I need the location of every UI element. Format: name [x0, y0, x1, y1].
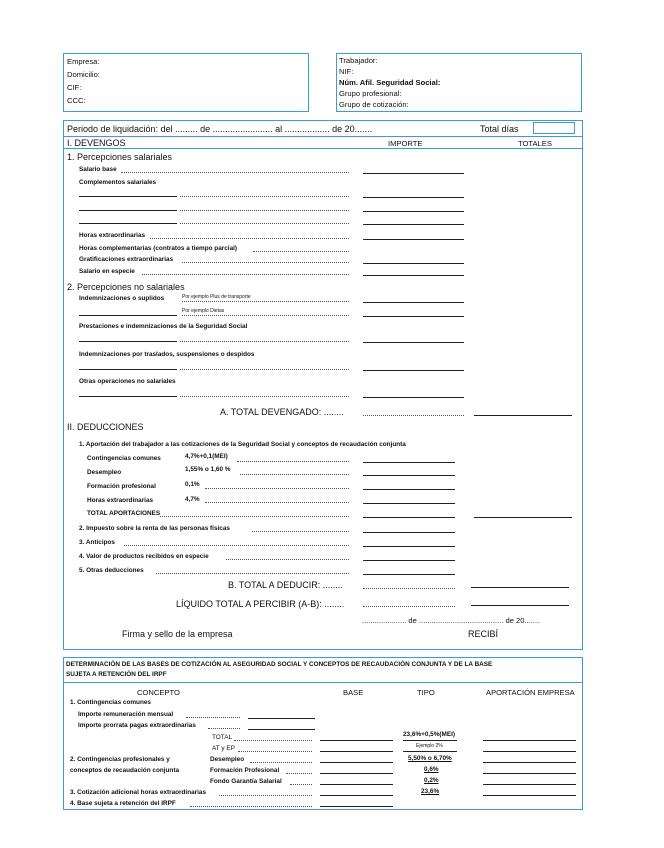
aportacion-line — [483, 795, 576, 796]
horas-complementarias-label: Horas complementarias (contratos a tiempo parcial) — [79, 245, 238, 252]
recibi-label: RECIBÍ — [468, 629, 499, 639]
leader-dots — [124, 545, 349, 546]
amount-line — [363, 173, 464, 174]
amount-line — [363, 397, 464, 398]
fogasa-rate: 0,2% — [424, 777, 439, 784]
total-devengado-line — [474, 415, 572, 416]
amount-line — [363, 263, 464, 264]
salario-especie-label: Salario en especie — [79, 268, 135, 275]
desempleo-label: Desempleo — [87, 469, 122, 476]
amount-line — [248, 718, 315, 719]
leader-dots — [182, 301, 349, 302]
total-deducir-label: B. TOTAL A DEDUCIR: ........ — [228, 580, 343, 590]
aportacion-line — [483, 751, 576, 752]
input-line — [79, 315, 177, 316]
trabajador-label: Trabajador: — [339, 56, 378, 65]
base-line — [320, 784, 393, 785]
rate-line — [403, 751, 457, 752]
horas-extra-label: Horas extraordinarias — [79, 232, 146, 239]
indemnizaciones-suplidos-label: Indemnizaciones o suplidos — [79, 295, 165, 302]
amount-line — [363, 503, 455, 504]
leader-dots — [363, 415, 464, 416]
rate-line — [403, 740, 457, 741]
leader-dots — [180, 396, 349, 397]
amount-line — [363, 532, 455, 533]
leader-dots — [286, 773, 312, 774]
contingencias-rate: 4,7%+0,1(MEI) — [185, 453, 228, 460]
leader-dots — [190, 806, 312, 807]
leader-dots — [142, 274, 349, 275]
horas-extra-deduccion-label: Horas extraordinarias — [87, 497, 154, 504]
leader-dots — [226, 559, 349, 560]
base-line — [320, 795, 393, 796]
leader-dots — [219, 795, 312, 796]
domicilio-label: Domicilio: — [67, 70, 100, 79]
leader-dots — [156, 573, 349, 574]
amount-line — [363, 211, 464, 212]
total-dias-field[interactable] — [533, 122, 575, 134]
leader-dots — [234, 740, 312, 741]
aportacion-line — [483, 773, 576, 774]
bases-title-1: DETERMINACIÓN DE LAS BASES DE COTIZACIÓN AL ASEGURIDAD SOCIAL Y CONCEPTOS DE RECAUDACIÓN CONJUNTA Y DE LA BASE — [66, 661, 493, 668]
aportacion-line — [483, 740, 576, 741]
desempleo-base-rate: 5,50% o 6,70% — [408, 755, 452, 762]
num-afil-label: Núm. Afil. Seguridad Social: — [339, 78, 441, 87]
leader-dots — [205, 502, 349, 503]
deducciones-title: II. DEDUCCIONES — [67, 422, 144, 432]
aportacion-header: APORTACIÓN EMPRESA — [486, 688, 575, 697]
concepto-header: CONCEPTO — [137, 688, 180, 697]
anticipos-label: 3. Anticipos — [79, 539, 115, 546]
leader-dots — [182, 315, 349, 316]
firma-label: Firma y sello de la empresa — [122, 629, 233, 639]
amount-line — [248, 729, 315, 730]
leader-dots — [180, 223, 349, 224]
ejemplo-dietas: Por ejemplo Dietas — [182, 308, 225, 314]
total-rate: 23,6%+0,5%(MEI) — [403, 731, 456, 738]
amount-line — [363, 517, 455, 518]
amount-line — [363, 197, 464, 198]
formacion-rate: 0,1% — [185, 481, 200, 488]
salario-base-label: Salario base — [79, 166, 117, 173]
divider — [63, 136, 583, 137]
divider — [63, 682, 583, 683]
desempleo-rate: 1,55% o 1,60 % — [185, 466, 231, 473]
leader-dots — [252, 531, 349, 532]
amount-line — [363, 370, 464, 371]
input-line — [79, 223, 177, 224]
percepciones-salariales-title: 1. Percepciones salariales — [67, 152, 173, 162]
horas-extra-base-rate: 23,6% — [421, 788, 440, 795]
indemnizaciones-traslados-label: Indemnizaciones por traslados, suspensiones o despidos — [79, 351, 255, 358]
input-line — [79, 196, 177, 197]
importe-remuneracion-label: Importe remuneración mensual — [78, 711, 174, 718]
leader-dots — [180, 210, 349, 211]
base-line — [320, 806, 393, 807]
leader-dots — [250, 762, 312, 763]
total-aportaciones-label: TOTAL APORTACIONES — [87, 510, 161, 517]
input-line — [79, 210, 177, 211]
ccc-label: CCC: — [67, 96, 86, 105]
aportacion-line — [483, 784, 576, 785]
leader-dots — [240, 474, 349, 475]
total-devengado-label: A. TOTAL DEVENGADO: ........ — [220, 407, 344, 417]
atep-label: AT y EP — [212, 745, 235, 752]
cc-title: 1. Contingencias comunes — [70, 699, 151, 706]
leader-dots — [150, 238, 349, 239]
fecha-line: ..................... de ........................................ de 20....... — [362, 616, 540, 625]
leader-dots — [237, 461, 349, 462]
base-line — [320, 762, 393, 763]
leader-dots — [160, 516, 349, 517]
otras-deducciones-label: 5. Otras deducciones — [79, 567, 144, 574]
base-line — [320, 740, 393, 741]
aportacion-line — [483, 762, 576, 763]
ejemplo-transporte: Por ejemplo Plus de transporte — [182, 294, 251, 300]
otras-operaciones-label: Otras operaciones no salariales — [79, 378, 176, 385]
fogasa-label: Fondo Garantía Salarial — [210, 778, 282, 785]
cp-title-2: conceptos de recaudación conjunta — [70, 767, 180, 774]
leader-dots — [180, 196, 349, 197]
amount-line — [363, 302, 464, 303]
totales-header: TOTALES — [518, 139, 552, 148]
grupo-cotizacion-label: Grupo de cotización: — [339, 100, 409, 109]
importe-prorrata-label: Importe prorrata pagas extraordinarias — [78, 722, 196, 729]
bases-title-2: SUJETA A RETENCIÓN DEL IRPF — [66, 671, 167, 678]
input-line — [79, 396, 177, 397]
irpf-base-label: 4. Base sujeta a retención del IRPF — [70, 800, 176, 807]
especie-label: 4. Valor de productos recibidos en especie — [79, 553, 209, 560]
gratificaciones-label: Gratificaciones extraordinarias — [79, 256, 174, 263]
irpf-label: 2. Impuesto sobre la renta de las personas físicas — [79, 525, 230, 532]
total-label: TOTAL — [212, 734, 233, 741]
leader-dots — [253, 251, 349, 252]
horas-extra-rate: 4,7% — [185, 496, 200, 503]
aportacion-label: 1. Aportación del trabajador a las cotizaciones de la Seguridad Social y conceptos de recaudación conjunta — [79, 441, 406, 448]
base-line — [320, 773, 393, 774]
complementos-label: Complementos salariales — [79, 179, 157, 186]
prestaciones-label: Prestaciones e indemnizaciones de la Seguridad Social — [79, 323, 248, 330]
input-line — [79, 341, 177, 342]
base-header: BASE — [343, 688, 364, 697]
total-line — [474, 517, 572, 518]
leader-dots — [180, 369, 349, 370]
horas-extra-base-label: 3. Cotización adicional horas extraordinarias — [70, 789, 207, 796]
desempleo-base-label: Desempleo — [210, 756, 245, 763]
total-dias-label: Total días — [480, 124, 519, 134]
leader-dots — [182, 262, 349, 263]
bases-box — [63, 657, 583, 810]
leader-dots — [238, 751, 312, 752]
amount-line — [363, 546, 455, 547]
amount-line — [363, 224, 464, 225]
amount-line — [363, 462, 455, 463]
input-line — [79, 369, 177, 370]
leader-dots — [121, 172, 349, 173]
empresa-box — [63, 53, 309, 112]
base-line — [320, 751, 393, 752]
leader-dots — [290, 784, 312, 785]
grupo-profesional-label: Grupo profesional: — [339, 89, 402, 98]
amount-line — [363, 275, 464, 276]
amount-line — [363, 489, 455, 490]
leader-dots — [205, 488, 349, 489]
amount-line — [363, 475, 455, 476]
formacion-base-label: Formación Profesional — [210, 767, 280, 774]
cif-label: CIF: — [67, 83, 82, 92]
formacion-label: Formación profesional — [87, 483, 156, 490]
liquido-label: LÍQUIDO TOTAL A PERCIBIR (A-B): ........ — [176, 599, 345, 609]
amount-line — [363, 239, 464, 240]
leader-dots — [180, 341, 349, 342]
leader-dots — [186, 717, 240, 718]
atep-rate: Ejemplo 2% — [416, 743, 443, 749]
leader-dots — [208, 728, 240, 729]
tipo-header: TIPO — [417, 688, 435, 697]
amount-line — [363, 560, 455, 561]
empresa-label: Empresa: — [67, 57, 100, 66]
percepciones-no-salariales-title: 2. Percepciones no salariales — [67, 282, 185, 292]
formacion-base-rate: 0,6% — [424, 766, 439, 773]
periodo-label: Periodo de liquidación: del ......... de ........................ al .................. de 20....... — [67, 124, 373, 134]
nif-label: NIF: — [339, 67, 354, 76]
devengos-title: I. DEVENGOS — [67, 138, 126, 148]
leader-dots — [363, 588, 455, 589]
leader-dots — [363, 606, 455, 607]
amount-line — [363, 316, 464, 317]
cp-title-1: 2. Contingencias profesionales y — [70, 756, 170, 763]
total-deducir-line — [471, 587, 569, 588]
amount-line — [363, 574, 455, 575]
liquido-line — [471, 605, 569, 606]
importe-header: IMPORTE — [388, 139, 423, 148]
divider — [63, 148, 583, 149]
contingencias-label: Contingencias comunes — [87, 455, 161, 462]
amount-line — [363, 342, 464, 343]
